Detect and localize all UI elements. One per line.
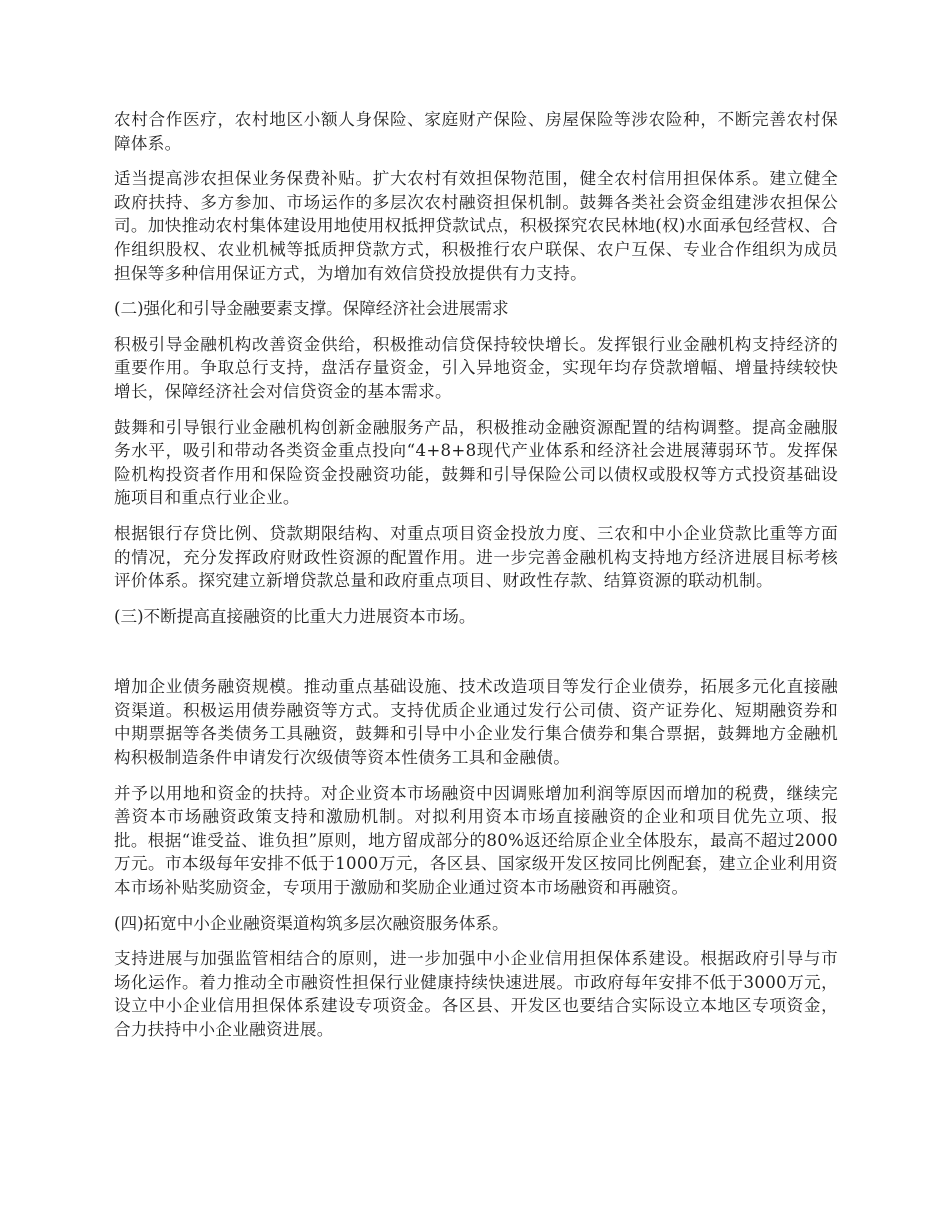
section-gap (114, 640, 838, 675)
paragraph-land-funding: 并予以用地和资金的扶持。对企业资本市场融资中因调账增加利润等原因而增加的税费，继续完善资本市场融资政策支持和激励机制。对拟利用资本市场直接融资的企业和项目优先立项、报批。根据“谁受益、谁负担”原则，地方留成部分的80%返还给原企业全体股东，最高不超过2000万元。市本级每年安排不低于1000万元，各区县、国家级开发区按同比例配套，建立企业利用资本市场补贴奖励资金，专项用于激励和奖励企业通过资本市场融资和再融资。 (114, 783, 838, 898)
document-page (114, 108, 838, 1054)
paragraph-sme-guarantee: 支持进展与加强监管相结合的原则，进一步加强中小企业信用担保体系建设。根据政府引导与市场化运作。着力推动全市融资性担保行业健康持续快速进展。市政府每年安排不低于3000万元，设立中小企业信用担保体系建设专项资金。各区县、开发区也要结合实际设立本地区专项资金，合力扶持中小企业融资进展。 (114, 949, 838, 1039)
section-heading-4: (四)拓宽中小企业融资渠道构筑多层次融资服务体系。 (114, 913, 509, 933)
section-heading-2: (二)强化和引导金融要素支撑。保障经济社会进展需求 (114, 299, 509, 319)
paragraph-bond-financing: 增加企业债务融资规模。推动重点基础设施、技术改造项目等发行企业债券，拓展多元化直接融资渠道。积极运用债券融资等方式。支持优质企业通过发行公司债、资产证券化、短期融资券和中期票据等各类债务工具融资，鼓舞和引导中小企业发行集合债券和集合票据，鼓舞地方金融机构积极制造条件申请发行次级债等资本性债务工具和金融债。 (114, 677, 838, 768)
paragraph-credit-supply: 积极引导金融机构改善资金供给，积极推动信贷保持较快增长。发挥银行业金融机构支持经济的重要作用。争取总行支持，盘活存量资金，引入异地资金，实现年均存贷款增幅、增量持续较快增长，保障经济社会对信贷资金的基本需求。 (114, 334, 838, 401)
paragraph-loan-ratio: 根据银行存贷比例、贷款期限结构、对重点项目资金投放力度、三农和中小企业贷款比重等方面的情况，充分发挥政府财政性资源的配置作用。进一步完善金融机构支持地方经济进展目标考核评价体系。探究建立新增贷款总量和政府重点项目、财政性存款、结算资源的联动机制。 (114, 523, 838, 591)
paragraph-rural-insurance: 农村合作医疗，农村地区小额人身保险、家庭财产保险、房屋保险等涉农险种，不断完善农村保障体系。 (114, 110, 838, 153)
paragraph-financial-innovation: 鼓舞和引导银行业金融机构创新金融服务产品，积极推动金融资源配置的结构调整。提高金融服务水平，吸引和带动各类资金重点投向“4+8+8现代产业体系和经济社会进展薄弱环节。发挥保险机构投资者作用和保险资金投融资功能，鼓舞和引导保险公司以债权或股权等方式投资基础设施项目和重点行业企业。 (114, 417, 838, 508)
section-heading-3: (三)不断提高直接融资的比重大力进展资本市场。 (114, 606, 476, 626)
paragraph-guarantee-subsidy: 适当提高涉农担保业务保费补贴。扩大农村有效担保物范围，健全农村信用担保体系。建立健全政府扶持、多方参加、市场运作的多层次农村融资担保机制。鼓舞各类社会资金组建涉农担保公司。加快推动农村集体建设用地使用权抵押贷款试点，积极探究农民林地(权)水面承包经营权、合作组织股权、农业机械等抵质押贷款方式，积极推行农户联保、农户互保、专业合作组织为成员担保等多种信用保证方式，为增加有效信贷投放提供有力支持。 (114, 169, 838, 283)
